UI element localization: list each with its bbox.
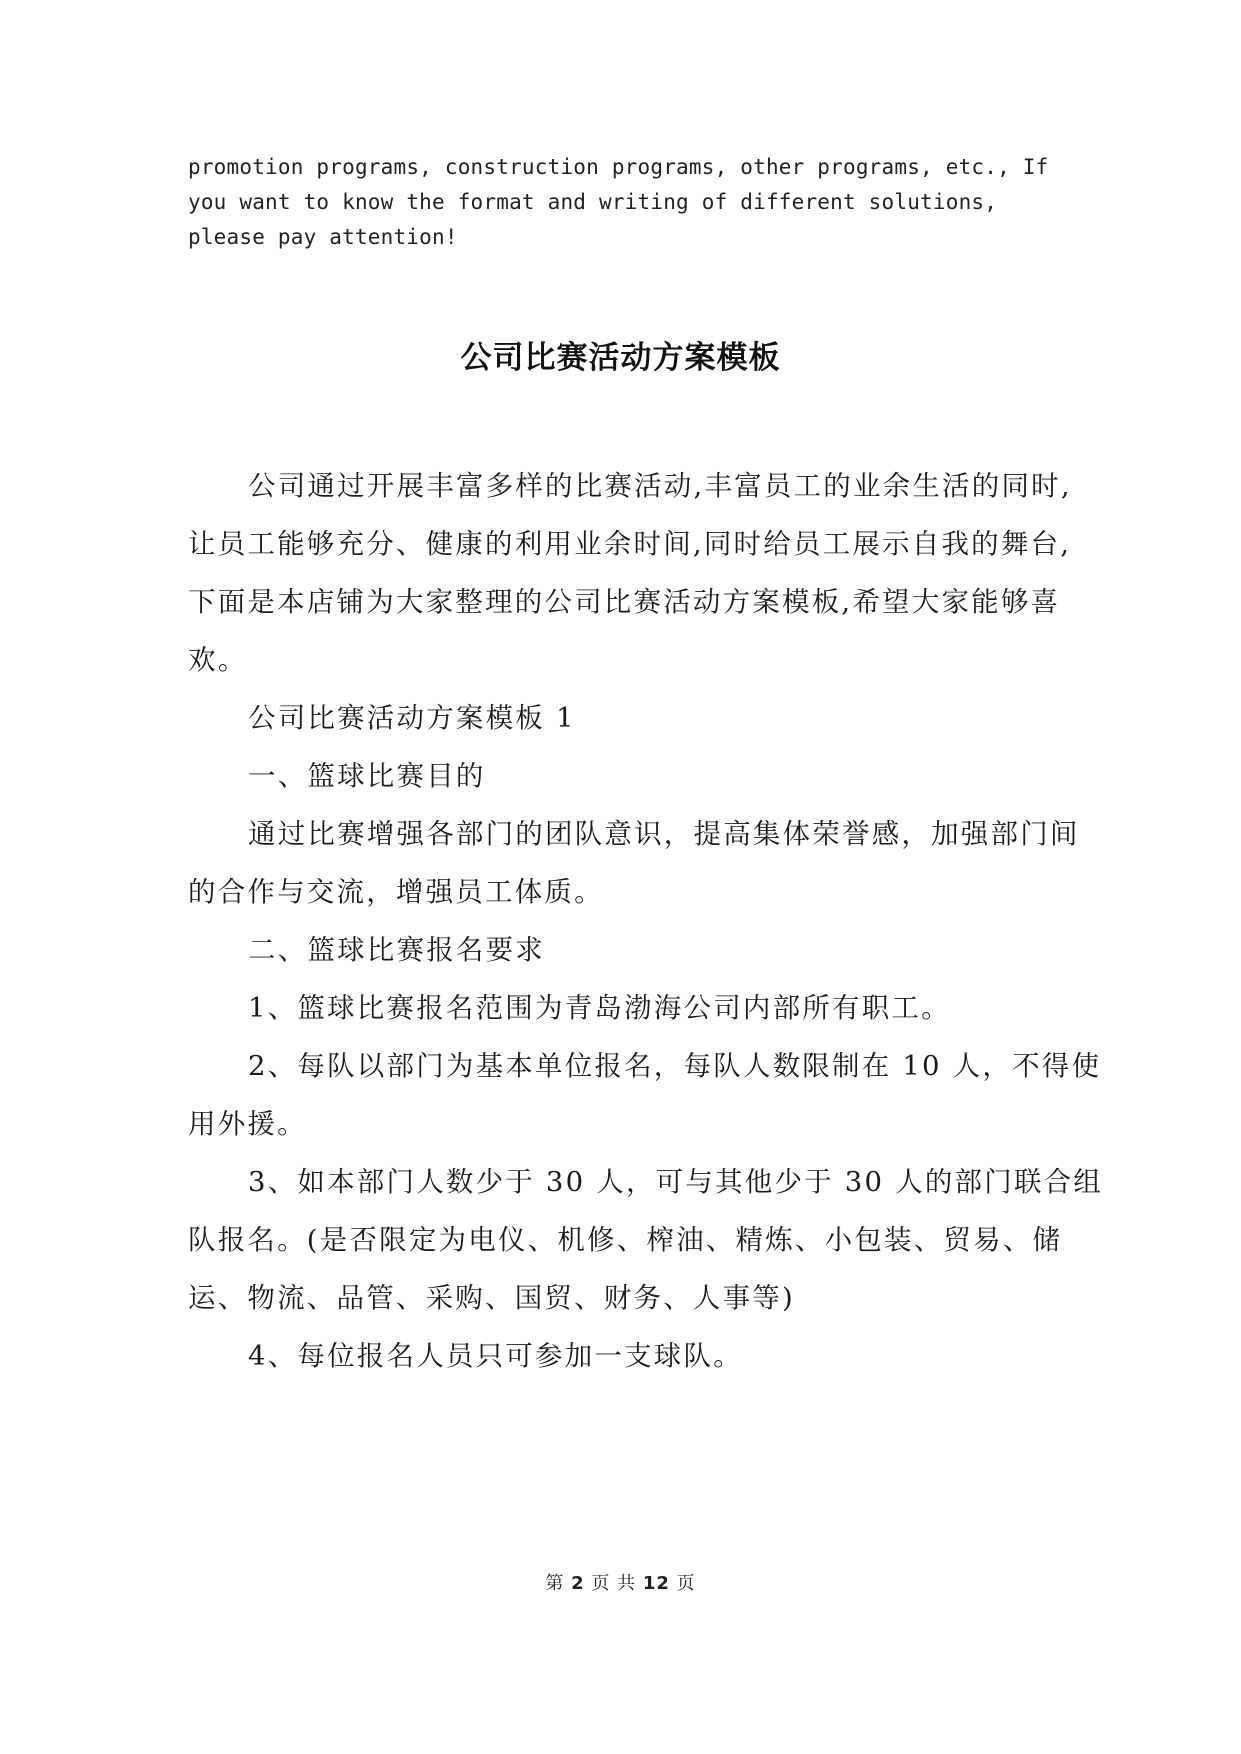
paragraph-line: 通过比赛增强各部门的团队意识，提高集体荣誉感，加强部门间 — [248, 818, 1080, 850]
paragraph-line: 下面是本店铺为大家整理的公司比赛活动方案模板,希望大家能够喜 — [188, 586, 1061, 618]
list-item-continuation: 用外援。 — [188, 1108, 307, 1140]
section-heading: 一、篮球比赛目的 — [248, 760, 486, 792]
intro-line: you want to know the format and writing of different solutions, — [188, 190, 998, 214]
list-item-continuation: 运、物流、品管、采购、国贸、财务、人事等) — [188, 1282, 795, 1314]
total-pages-number: 12 — [642, 1573, 670, 1594]
footer-middle: 页 共 — [591, 1573, 637, 1594]
list-item: 4、每位报名人员只可参加一支球队。 — [248, 1340, 743, 1372]
section-heading: 公司比赛活动方案模板 1 — [248, 702, 576, 734]
paragraph-line: 公司通过开展丰富多样的比赛活动,丰富员工的业余生活的同时, — [248, 470, 1072, 502]
intro-line: please pay attention! — [188, 225, 458, 249]
footer-prefix: 第 — [545, 1573, 565, 1594]
intro-paragraph-english — [188, 150, 1088, 255]
paragraph-line: 让员工能够充分、健康的利用业余时间,同时给员工展示自我的舞台, — [188, 528, 1072, 560]
list-item: 1、篮球比赛报名范围为青岛渤海公司内部所有职工。 — [248, 992, 951, 1024]
section-heading: 二、篮球比赛报名要求 — [248, 934, 545, 966]
current-page-number: 2 — [571, 1573, 585, 1594]
page-number-footer — [0, 1571, 1241, 1597]
list-item: 2、每队以部门为基本单位报名，每队人数限制在 10 人，不得使 — [248, 1050, 1102, 1082]
paragraph-line: 欢。 — [188, 644, 248, 676]
paragraph-line: 的合作与交流，增强员工体质。 — [188, 876, 604, 908]
footer-suffix: 页 — [676, 1573, 696, 1594]
list-item: 3、如本部门人数少于 30 人，可与其他少于 30 人的部门联合组 — [248, 1166, 1104, 1198]
document-title: 公司比赛活动方案模板 — [460, 340, 781, 376]
list-item-continuation: 队报名。(是否限定为电仪、机修、榨油、精炼、小包装、贸易、储 — [188, 1224, 1063, 1256]
intro-line: promotion programs, construction programs, other programs, etc., If — [188, 155, 1049, 179]
